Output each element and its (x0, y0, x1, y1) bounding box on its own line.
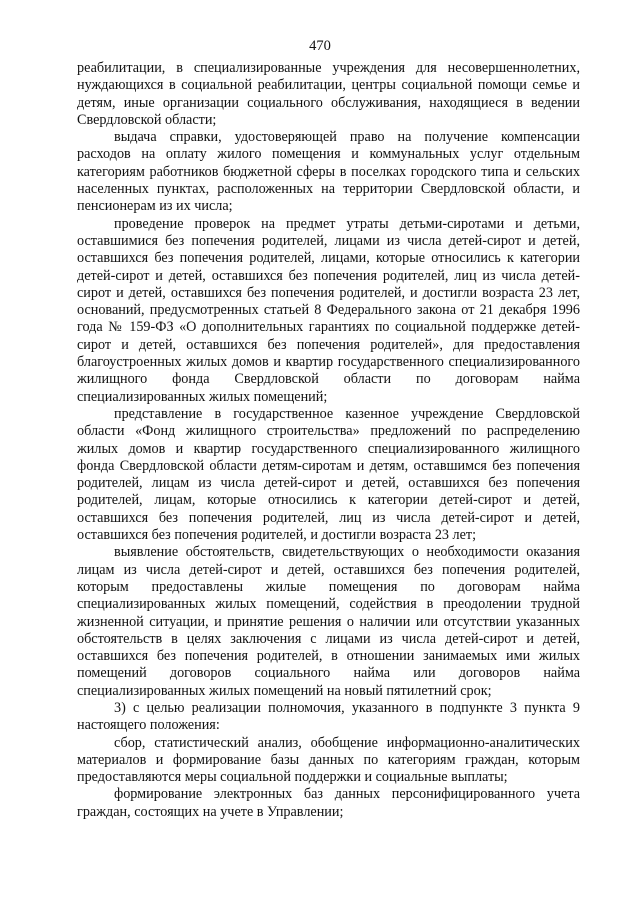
paragraph-statistical-analysis: сбор, статистический анализ, обобщение информационно-аналитических материалов и формирование базы данных по категориям граждан, которым предоставляются меры социальной поддержки и социальные выплаты; (77, 734, 580, 786)
paragraph-housing-fund-proposals: представление в государственное казенное учреждение Свердловской области «Фонд жилищного строительства» предложений по распределению жилых домов и квартир государственного специализированного жилищного фонда Свердловской области детям-сиротам и детям, оставшимся без попечения родителей, лицам из числа детей-сирот и детей, оставшихся без попечения родителей, лицам, которые относились к категории детей-сирот и детей, оставшихся без попечения родителей, лиц из числа детей-сирот и детей, оставшихся без попечения родителей, и достигли возраста 23 лет; (77, 405, 580, 544)
paragraph-housing-loss-checks: проведение проверок на предмет утраты детьми-сиротами и детьми, оставшимися без попечения родителей, лицами из числа детей-сирот и детей, оставшихся без попечения родителей, лицами, которые относились к категории детей-сирот и детей, оставшихся без попечения родителей, лиц из числа детей-сирот и детей, оставшихся без попечения родителей, и достигли возраста 23 лет, оснований, предусмотренных статьей 8 Федерального закона от 21 декабря 1996 года № 159-ФЗ «О дополнительных гарантиях по социальной поддержке детей-сирот и детей, оставшихся без попечения родителей», для предоставления благоустроенных жилых домов и квартир государственного специализированного жилищного фонда Свердловской области по договорам найма специализированных жилых помещений; (77, 215, 580, 405)
paragraph-item-3: 3) с целью реализации полномочия, указанного в подпункте 3 пункта 9 настоящего положения: (77, 699, 580, 734)
paragraph-circumstances-identification: выявление обстоятельств, свидетельствующих о необходимости оказания лицам из числа детей-сирот и детей, оставшихся без попечения родителей, которым предоставлены жилые помещения по договорам найма специализированных жилых помещений, содействия в преодолении трудной жизненной ситуации, и принятие решения о наличии или отсутствии указанных обстоятельств в целях заключения с лицами из числа детей-сирот и детей, оставшихся без попечения родителей, в отношении занимаемых ими жилых помещений договоров социального найма или договоров найма специализированных жилых помещений на новый пятилетний срок; (77, 544, 580, 699)
page-number: 470 (309, 38, 331, 54)
paragraph-continuation: реабилитации, в специализированные учреждения для несовершеннолетних, нуждающихся в социальной реабилитации, центры социальной помощи семье и детям, иные организации социального обслуживания, находящиеся в ведении Свердловской области; (77, 60, 580, 128)
paragraph-compensation-certificate: выдача справки, удостоверяющей право на получение компенсации расходов на оплату жилого помещения и коммунальных услуг отдельным категориям работников бюджетной сферы в поселках городского типа и сельских населенных пунктах, расположенных на территории Свердловской области, и пенсионерам из их числа; (77, 129, 580, 215)
document-body (77, 60, 580, 821)
paragraph-electronic-databases: формирование электронных баз данных персонифицированного учета граждан, состоящих на учете в Управлении; (77, 786, 580, 820)
